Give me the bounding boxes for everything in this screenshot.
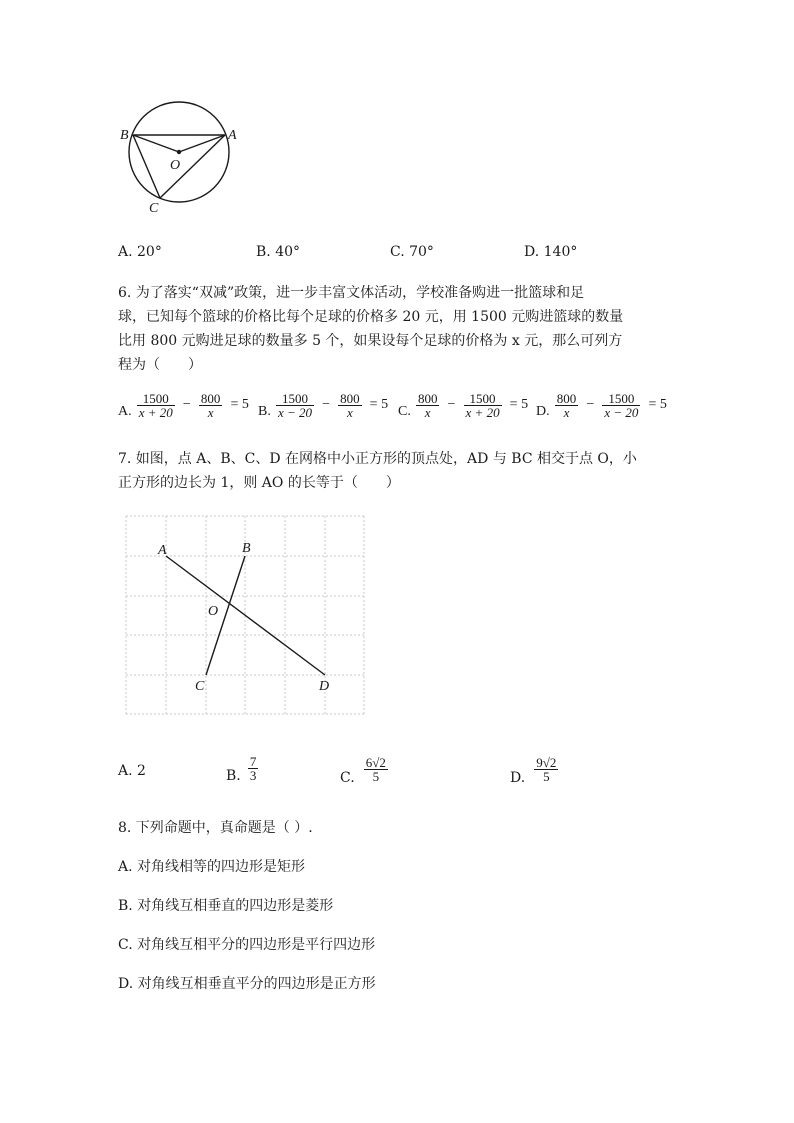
option-label: A. xyxy=(118,404,132,419)
option-label: D. xyxy=(510,770,526,786)
label-a: A xyxy=(158,543,167,558)
label-a: A xyxy=(228,128,237,143)
q6-option-d: D. $\frac{800}{x}$ − $\frac{1500}{x - 20}$ = 5 xyxy=(536,390,667,420)
fraction: $\frac{1500}{x + 20}$ xyxy=(465,390,500,420)
fraction: $\frac{800}{x}$ xyxy=(340,390,360,420)
fraction: $\frac{800}{x}$ xyxy=(200,390,221,420)
q5-option-a: A. 20° xyxy=(118,244,162,260)
q6-option-c: C. $\frac{800}{x}$ − $\frac{1500}{x + 20}$ = 5 xyxy=(398,390,529,420)
q8-option-a: A. 对角线相等的四边形是矩形 xyxy=(118,859,306,875)
label-b: B xyxy=(242,541,251,556)
q8-option-d: D. 对角线互相垂直平分的四边形是正方形 xyxy=(118,976,376,992)
label-o: O xyxy=(170,158,181,173)
label-o: O xyxy=(208,604,219,619)
fraction: $\frac{6√2}{5}$ xyxy=(365,754,386,784)
q7-option-d xyxy=(510,752,558,786)
q8-option-b: B. 对角线互相垂直的四边形是菱形 xyxy=(118,898,334,914)
center-point xyxy=(177,150,181,154)
q8-option-c: C. 对角线互相平分的四边形是平行四边形 xyxy=(118,937,376,953)
label-b: B xyxy=(120,128,129,143)
label-c: C xyxy=(195,679,205,694)
option-label: C. xyxy=(398,404,411,419)
fraction: $\frac{1500}{x - 20}$ xyxy=(277,390,312,420)
chord-bc xyxy=(133,135,160,198)
option-label: B. xyxy=(258,404,271,419)
q6-option-b: B. $\frac{1500}{x - 20}$ − $\frac{800}{x}$ = 5 xyxy=(258,390,389,420)
circle-figure xyxy=(112,94,242,219)
q6-line-3: 比用 800 元购进足球的数量多 5 个，如果设每个足球的价格为 x 元，那么可列方 xyxy=(118,333,623,349)
q5-option-c: C. 70° xyxy=(390,244,434,260)
option-label: D. xyxy=(536,404,550,419)
radius-oa xyxy=(179,135,225,152)
fraction: $\frac{9√2}{5}$ xyxy=(536,754,557,784)
fraction: $\frac{800}{x}$ xyxy=(556,390,577,420)
label-c: C xyxy=(149,201,159,216)
q7-option-b xyxy=(226,752,258,784)
q6-line-1: 6. 为了落实“双减”政策，进一步丰富文体活动，学校准备购进一批篮球和足 xyxy=(118,285,585,301)
q6-option-a: A. $\frac{1500}{x + 20}$ − $\frac{800}{x}$ = 5 xyxy=(118,390,249,420)
q7-line-1: 7. 如图，点 A、B、C、D 在网格中小正方形的顶点处，AD 与 BC 相交于点 O，小 xyxy=(118,451,637,467)
q5-option-b: B. 40° xyxy=(256,244,301,260)
q6-line-4: 程为（ ） xyxy=(118,357,202,373)
q7-option-a: A. 2 xyxy=(118,763,146,779)
q7-line-2: 正方形的边长为 1，则 AO 的长等于（ ） xyxy=(118,475,400,491)
fraction: $\frac{7}{3}$ xyxy=(249,753,257,783)
fraction: $\frac{1500}{x + 20}$ xyxy=(138,390,173,420)
q6-line-2: 球，已知每个篮球的价格比每个足球的价格多 20 元，用 1500 元购进篮球的数量 xyxy=(118,309,624,325)
q5-option-d: D. 140° xyxy=(524,244,578,260)
fraction: $\frac{1500}{x - 20}$ xyxy=(604,390,639,420)
option-label: C. xyxy=(340,770,355,786)
q8-stem: 8. 下列命题中，真命题是（ ）. xyxy=(118,820,313,836)
grid-figure xyxy=(120,512,370,720)
label-d: D xyxy=(319,679,330,694)
q7-option-c xyxy=(340,752,388,786)
option-label: B. xyxy=(226,768,241,784)
fraction: $\frac{800}{x}$ xyxy=(417,390,438,420)
